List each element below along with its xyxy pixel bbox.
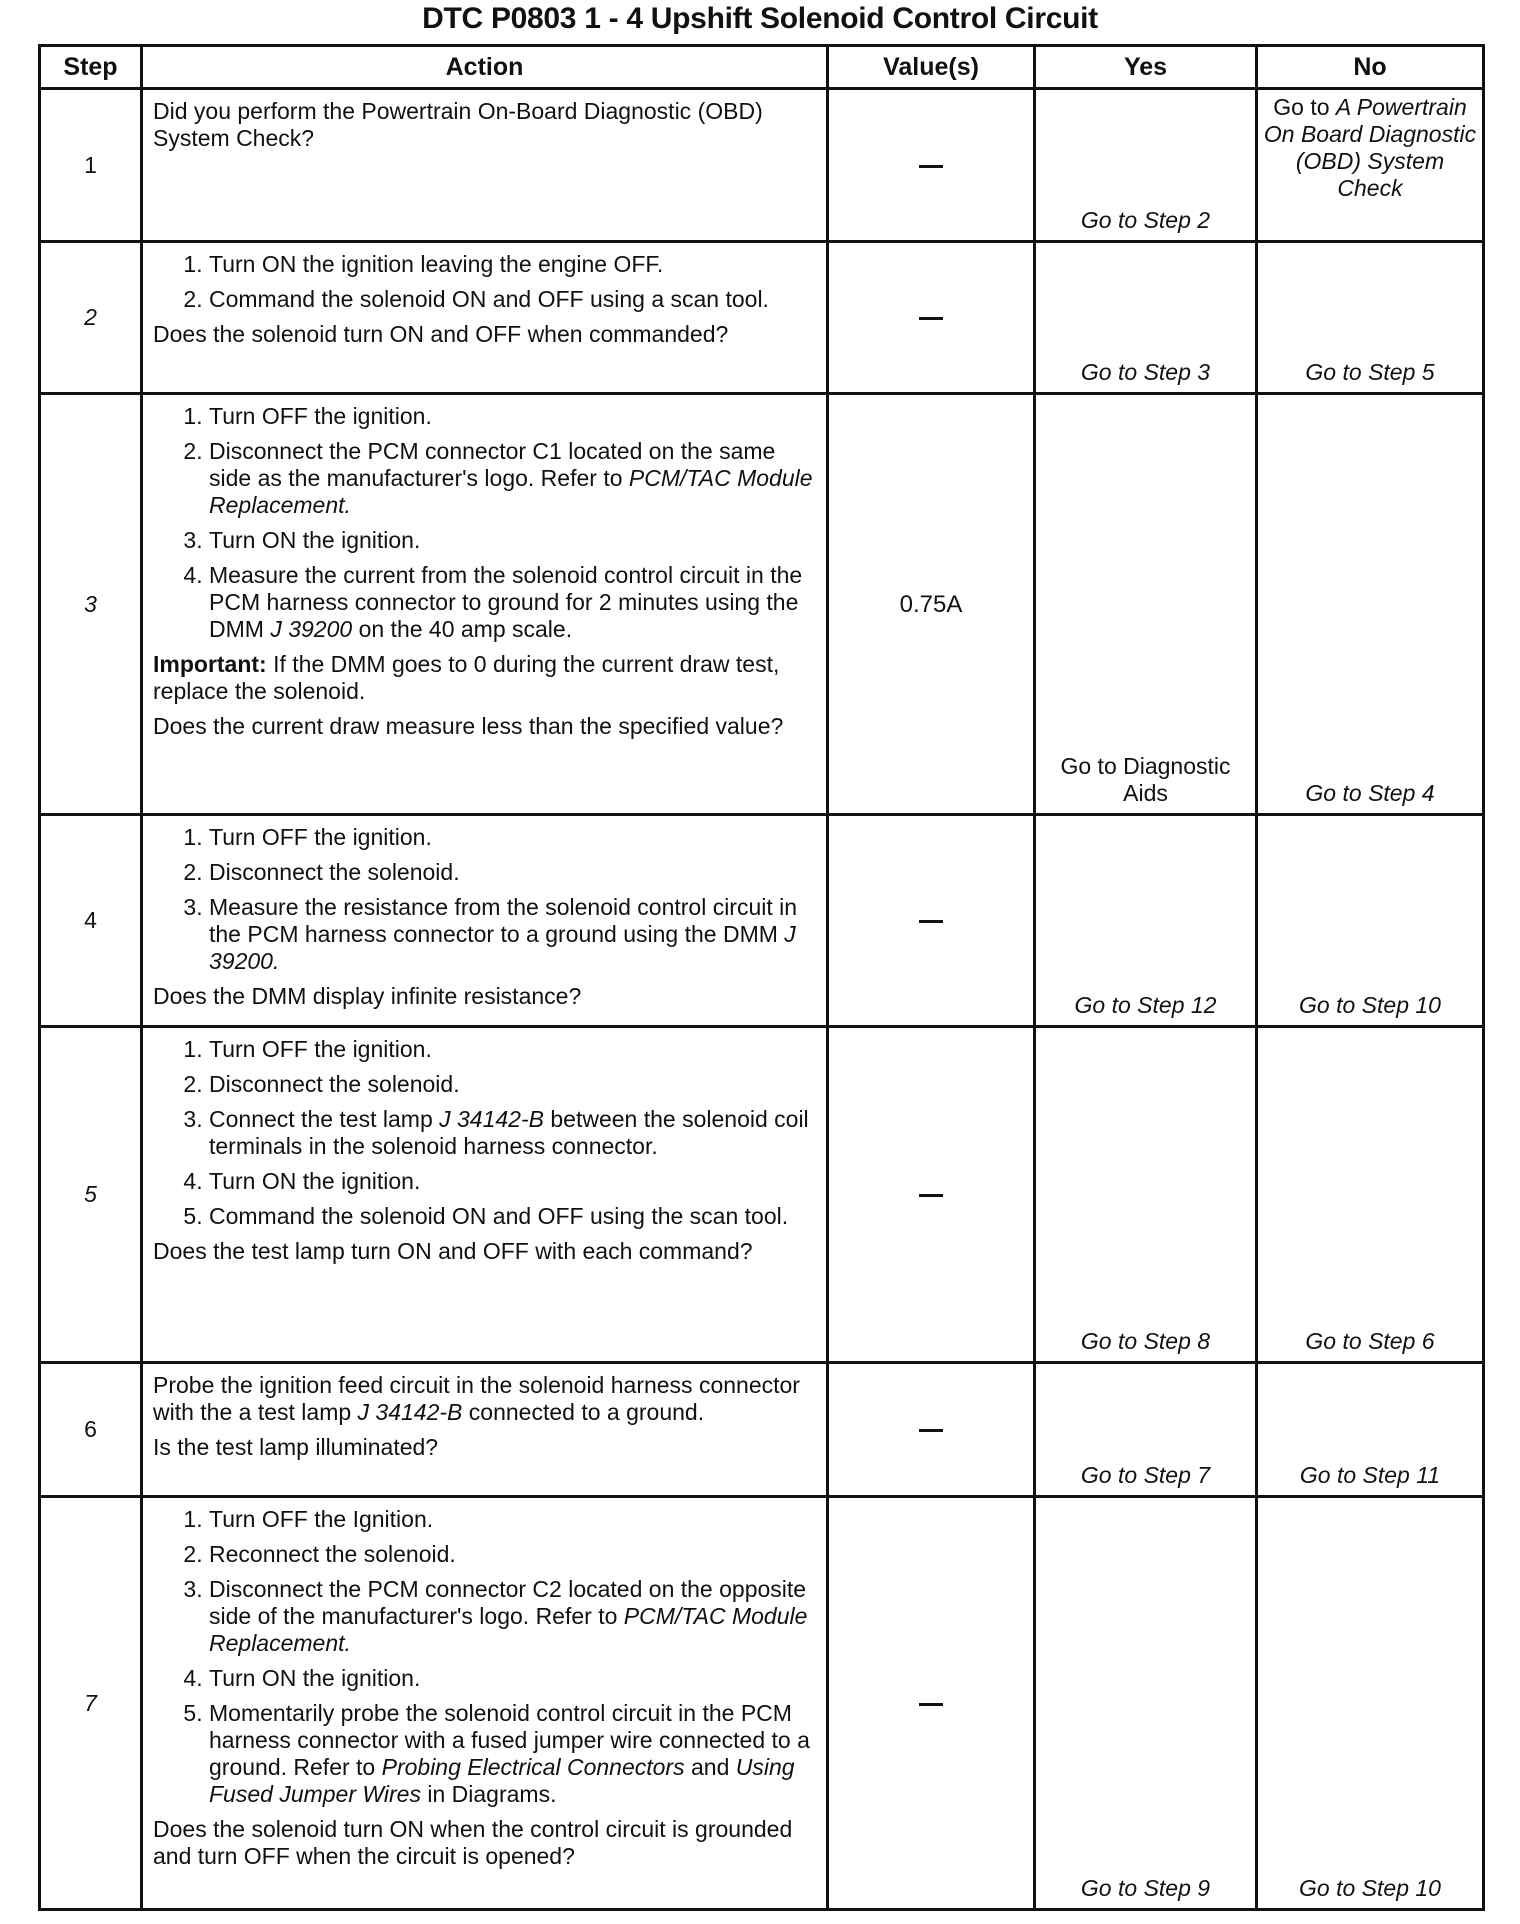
item-text: Connect the test lamp xyxy=(209,1106,440,1132)
action-cell xyxy=(142,89,828,242)
list-item: 2. Disconnect the solenoid. xyxy=(209,1071,816,1098)
step-number: 3 xyxy=(40,394,142,815)
item-text: in Diagrams. xyxy=(420,1781,557,1807)
yes-goto[interactable]: Go to Step 8 xyxy=(1035,1027,1257,1363)
no-goto[interactable] xyxy=(1257,89,1484,242)
action-cell xyxy=(142,1497,828,1910)
value-cell xyxy=(828,1363,1035,1497)
goto-link[interactable]: A Powertrain On Board Diagnostic (OBD) System Check xyxy=(1263,94,1477,201)
list-item xyxy=(209,562,816,643)
instruction-text xyxy=(153,1372,816,1426)
question-text: Does the current draw measure less than the specified value? xyxy=(153,713,784,739)
header-row xyxy=(40,46,1484,89)
list-item: 2. Command the solenoid ON and OFF using a scan tool. xyxy=(209,286,816,313)
value-cell xyxy=(828,242,1035,394)
action-list xyxy=(153,1036,816,1230)
dash-mark xyxy=(919,1429,943,1432)
dash-mark xyxy=(919,1194,943,1197)
no-goto[interactable]: Go to Step 5 xyxy=(1257,242,1484,394)
dash-mark xyxy=(919,317,943,320)
step-number: 5 xyxy=(40,1027,142,1363)
table-row xyxy=(40,815,1484,1027)
header-values: Value(s) xyxy=(828,46,1035,89)
tool-ref: J 34142-B xyxy=(357,1399,463,1425)
action-list xyxy=(153,824,816,975)
item-text: Momentarily probe the solenoid control circuit in the PCM harness connector with a fused jumper wire connected to a ground. Refer to xyxy=(209,1700,810,1780)
yes-goto[interactable]: Go to Step 2 xyxy=(1035,89,1257,242)
reference-link[interactable]: PCM/TAC Module Replacement. xyxy=(209,465,813,518)
step-number: 2 xyxy=(40,242,142,394)
question-text: Does the test lamp turn ON and OFF with each command? xyxy=(153,1238,753,1264)
important-note xyxy=(153,651,816,705)
value-cell: 0.75A xyxy=(828,394,1035,815)
important-label: Important: xyxy=(153,651,267,677)
list-item xyxy=(209,894,816,975)
yes-goto[interactable]: Go to Step 7 xyxy=(1035,1363,1257,1497)
goto-prefix: Go to xyxy=(1273,94,1336,120)
yes-goto[interactable]: Go to Step 12 xyxy=(1035,815,1257,1027)
yes-goto[interactable]: Go to Diagnostic Aids xyxy=(1035,394,1257,815)
action-list xyxy=(153,1506,816,1808)
dash-mark xyxy=(919,165,943,168)
page-title: DTC P0803 1 - 4 Upshift Solenoid Control Circuit xyxy=(422,2,1098,35)
action-cell xyxy=(142,815,828,1027)
table-row xyxy=(40,89,1484,242)
item-text: Disconnect the PCM connector C1 located on the same side as the manufacturer's logo. Refer to xyxy=(209,438,776,491)
header-step: Step xyxy=(40,46,142,89)
value-cell xyxy=(828,815,1035,1027)
list-item: 3. Turn ON the ignition. xyxy=(209,527,816,554)
no-goto[interactable]: Go to Step 11 xyxy=(1257,1363,1484,1497)
step-number: 1 xyxy=(40,89,142,242)
list-item xyxy=(209,438,816,519)
list-item: 1. Turn OFF the ignition. xyxy=(209,403,816,430)
table-row xyxy=(40,1027,1484,1363)
list-item: 1. Turn OFF the Ignition. xyxy=(209,1506,816,1533)
list-item: 1. Turn OFF the ignition. xyxy=(209,824,816,851)
tool-ref: J 34142-B xyxy=(439,1106,544,1132)
header-no: No xyxy=(1257,46,1484,89)
dash-mark xyxy=(919,920,943,923)
reference-link[interactable]: Using Fused Jumper Wires xyxy=(209,1754,795,1807)
important-text: If the DMM goes to 0 during the current draw test, replace the solenoid. xyxy=(153,651,780,704)
action-cell xyxy=(142,242,828,394)
action-list xyxy=(153,403,816,643)
yes-goto[interactable]: Go to Step 3 xyxy=(1035,242,1257,394)
list-item: 4. Turn ON the ignition. xyxy=(209,1168,816,1195)
table-row xyxy=(40,242,1484,394)
action-cell xyxy=(142,1027,828,1363)
item-text: on the 40 amp scale. xyxy=(352,616,573,642)
table-row xyxy=(40,1497,1484,1910)
list-item xyxy=(209,1106,816,1160)
reference-link[interactable]: Probing Electrical Connectors xyxy=(381,1754,685,1780)
table-row xyxy=(40,394,1484,815)
item-text: and xyxy=(684,1754,736,1780)
reference-link[interactable]: PCM/TAC Module Replacement. xyxy=(209,1603,808,1656)
question-text: Does the solenoid turn ON and OFF when commanded? xyxy=(153,321,729,347)
step-number: 7 xyxy=(40,1497,142,1910)
item-text: Disconnect the PCM connector C2 located on the opposite side of the manufacturer's logo. Refer to xyxy=(209,1576,807,1629)
question-text: Does the solenoid turn ON when the control circuit is grounded and turn OFF when the circuit is opened? xyxy=(153,1816,793,1869)
header-action: Action xyxy=(142,46,828,89)
item-text: Measure the resistance from the solenoid control circuit in the PCM harness connector to a ground using the DMM xyxy=(209,894,798,947)
action-cell xyxy=(142,394,828,815)
action-cell xyxy=(142,1363,828,1497)
item-text: connected to a ground. xyxy=(462,1399,705,1425)
question-text: Did you perform the Powertrain On-Board Diagnostic (OBD) System Check? xyxy=(153,98,763,151)
item-text: between the solenoid coil terminals in the solenoid harness connector. xyxy=(209,1106,809,1159)
list-item: 1. Turn ON the ignition leaving the engine OFF. xyxy=(209,251,816,278)
dash-mark xyxy=(919,1703,943,1706)
list-item: 1. Turn OFF the ignition. xyxy=(209,1036,816,1063)
tool-ref: J 39200 xyxy=(270,616,353,642)
action-list xyxy=(153,251,816,313)
list-item xyxy=(209,1700,816,1808)
table-row xyxy=(40,1363,1484,1497)
step-number: 6 xyxy=(40,1363,142,1497)
no-goto[interactable]: Go to Step 6 xyxy=(1257,1027,1484,1363)
list-item: 5. Command the solenoid ON and OFF using the scan tool. xyxy=(209,1203,816,1230)
tool-ref: J 39200. xyxy=(209,921,796,974)
value-cell xyxy=(828,89,1035,242)
item-text: Probe the ignition feed circuit in the solenoid harness connector with the a test lamp xyxy=(153,1372,800,1425)
question-text: Is the test lamp illuminated? xyxy=(153,1434,439,1460)
yes-goto[interactable]: Go to Step 9 xyxy=(1035,1497,1257,1910)
list-item: 2. Reconnect the solenoid. xyxy=(209,1541,816,1568)
value-cell xyxy=(828,1497,1035,1910)
no-goto[interactable]: Go to Step 10 xyxy=(1257,1497,1484,1910)
header-yes: Yes xyxy=(1035,46,1257,89)
diagnostic-table xyxy=(38,44,1485,1911)
list-item: 2. Disconnect the solenoid. xyxy=(209,859,816,886)
step-number: 4 xyxy=(40,815,142,1027)
item-text: Measure the current from the solenoid control circuit in the PCM harness connector to ground for 2 minutes using the DMM xyxy=(209,562,803,642)
no-goto[interactable]: Go to Step 4 xyxy=(1257,394,1484,815)
list-item: 4. Turn ON the ignition. xyxy=(209,1665,816,1692)
question-text: Does the DMM display infinite resistance? xyxy=(153,983,582,1009)
no-goto[interactable]: Go to Step 10 xyxy=(1257,815,1484,1027)
value-cell xyxy=(828,1027,1035,1363)
list-item xyxy=(209,1576,816,1657)
